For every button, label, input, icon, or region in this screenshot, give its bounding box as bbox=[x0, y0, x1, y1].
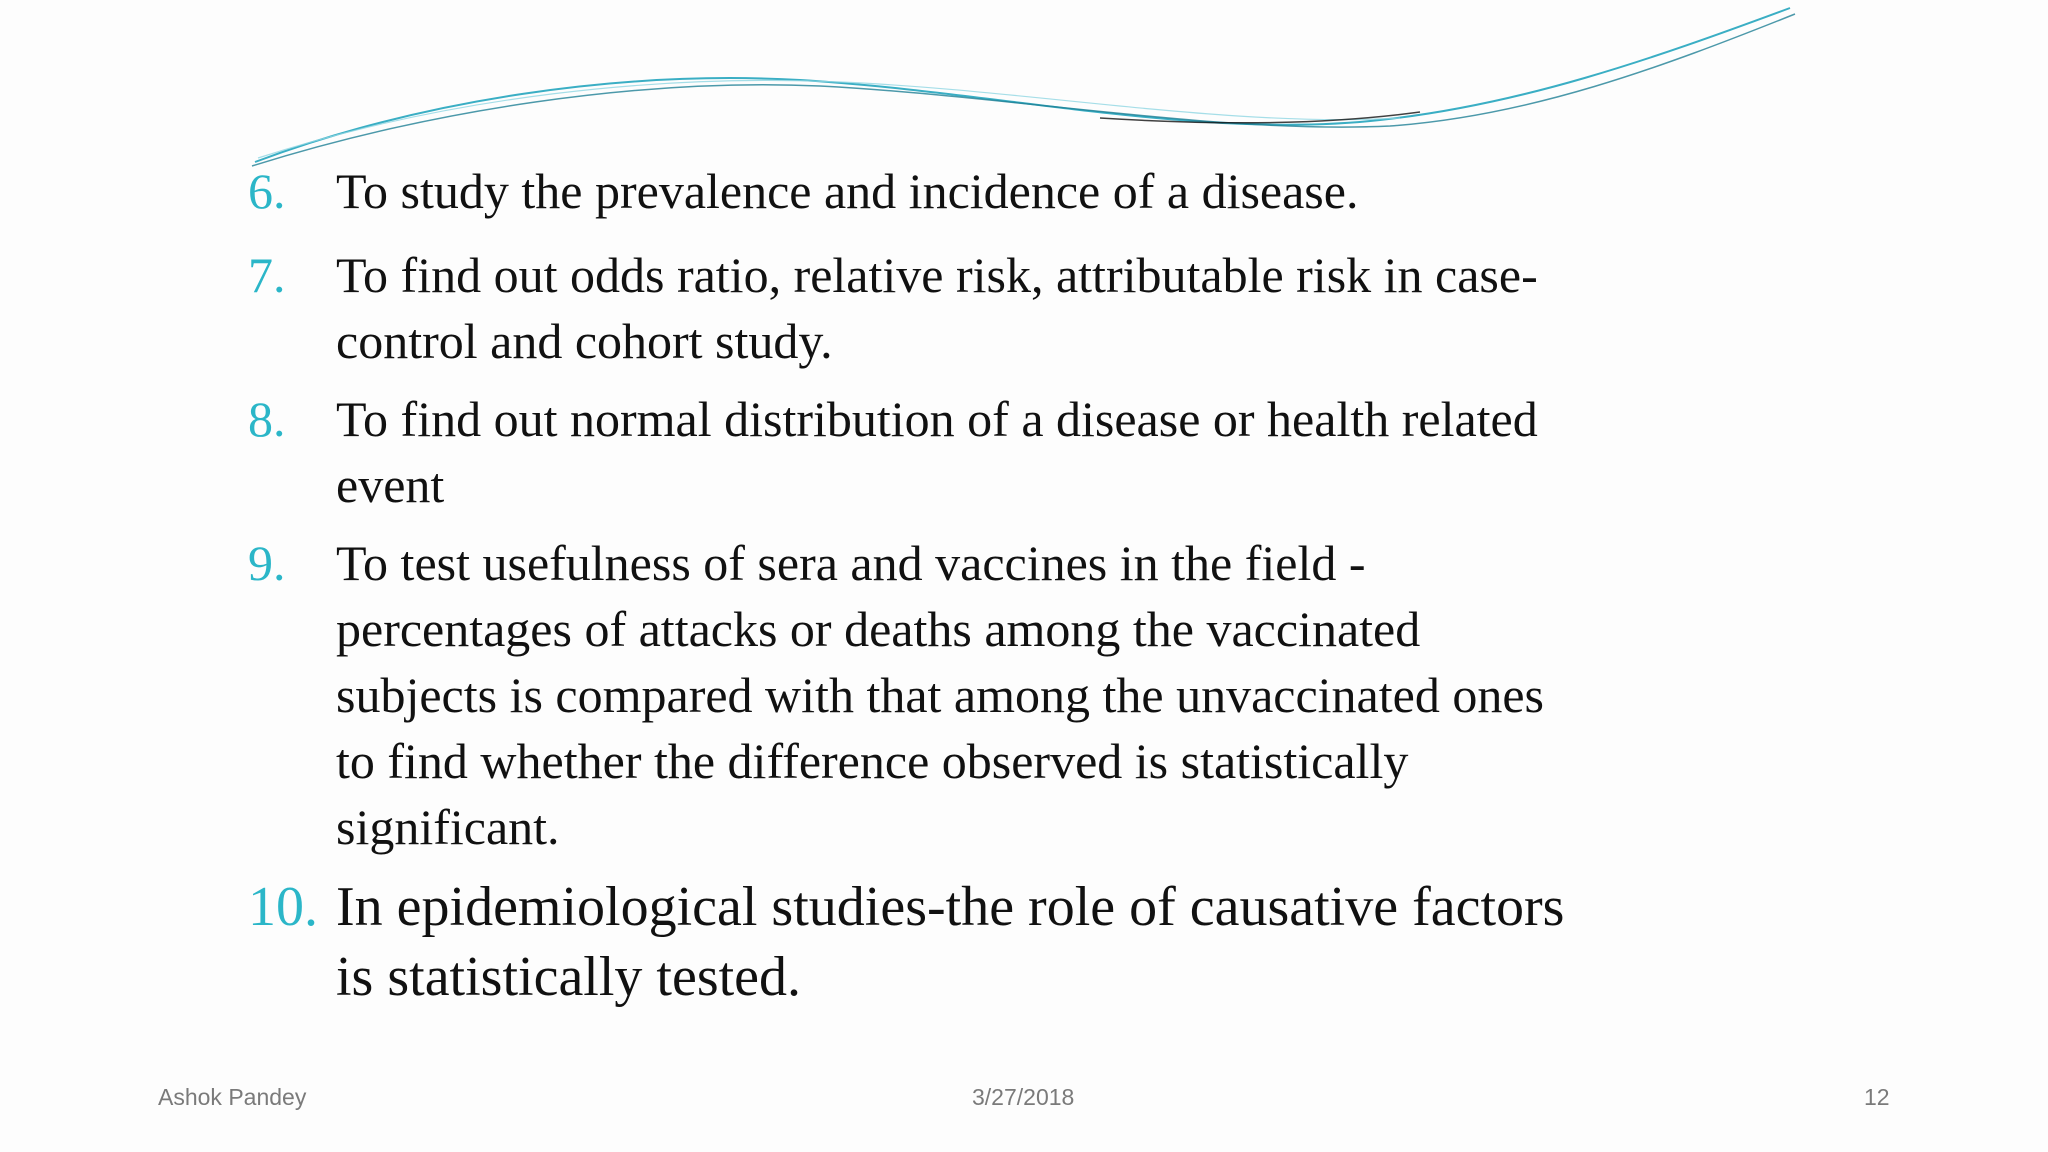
list-text-7-line-2: control and cohort study. bbox=[336, 313, 833, 369]
list-text-9-line-4: to find whether the difference observed is statistically bbox=[336, 733, 1409, 789]
list-text-10-line-1: In epidemiological studies-the role of causative factors bbox=[336, 876, 1565, 938]
list-text-7 bbox=[336, 242, 1728, 374]
list-item-9 bbox=[248, 530, 1728, 860]
list-text-10 bbox=[336, 872, 1728, 1012]
list-number-9: 9. bbox=[248, 535, 286, 591]
list-number-8: 8. bbox=[248, 391, 286, 447]
list-text-8 bbox=[336, 386, 1728, 518]
list-text-6: To study the prevalence and incidence of a disease. bbox=[336, 163, 1359, 219]
decorative-swoosh bbox=[0, 0, 2048, 180]
list-text-9 bbox=[336, 530, 1728, 860]
list-text-9-line-1: To test usefulness of sera and vaccines in the field - bbox=[336, 535, 1366, 591]
list-item-8 bbox=[248, 386, 1728, 518]
list-text-10-line-2: is statistically tested. bbox=[336, 946, 802, 1008]
list-text-9-line-2: percentages of attacks or deaths among the vaccinated bbox=[336, 601, 1421, 657]
list-text-8-line-1: To find out normal distribution of a disease or health related bbox=[336, 391, 1538, 447]
footer-date: 3/27/2018 bbox=[972, 1084, 1075, 1110]
list-item-7 bbox=[248, 242, 1728, 374]
list-text-9-line-5: significant. bbox=[336, 799, 560, 855]
list-text-9-line-3: subjects is compared with that among the unvaccinated ones bbox=[336, 667, 1544, 723]
list-item-10 bbox=[248, 872, 1728, 1012]
footer-author: Ashok Pandey bbox=[158, 1084, 307, 1110]
list-number-7: 7. bbox=[248, 247, 286, 303]
list-text-8-line-2: event bbox=[336, 457, 445, 513]
list-text-7-line-1: To find out odds ratio, relative risk, attributable risk in case- bbox=[336, 247, 1538, 303]
list-item-6 bbox=[248, 158, 1728, 224]
footer-page-number: 12 bbox=[1864, 1084, 1890, 1110]
list-number-6: 6. bbox=[248, 163, 286, 219]
list-number-10: 10. bbox=[248, 876, 318, 938]
numbered-list bbox=[248, 158, 1728, 1012]
